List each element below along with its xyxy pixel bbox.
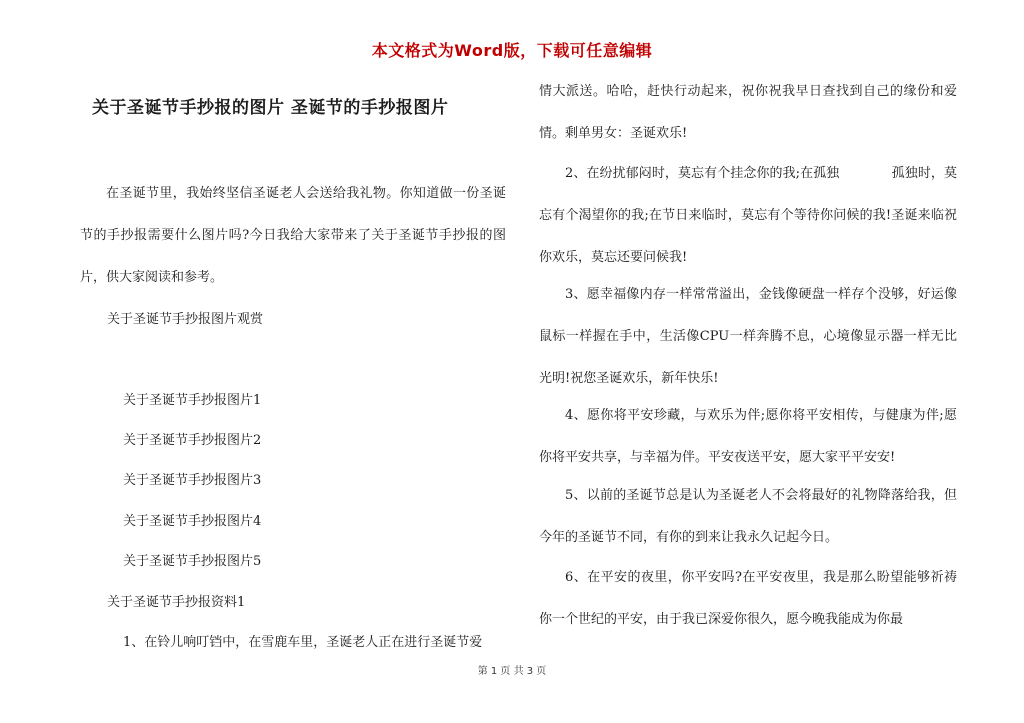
document-banner: 本文格式为Word版，下载可任意编辑 xyxy=(371,41,653,60)
document-title: 关于圣诞节手抄报的图片 圣诞节的手抄报图片 xyxy=(92,98,449,118)
item-5: 5、以前的圣诞节总是认为圣诞老人不会将最好的礼物降落给我，但今年的圣诞节不同，有你的到来让我永久记起今日。 xyxy=(539,488,957,545)
gallery-heading: 关于圣诞节手抄报图片观赏 xyxy=(107,312,264,327)
item-3: 3、愿幸福像内存一样常常溢出，金钱像硬盘一样存个没够，好运像鼠标一样握在手中，生活像CPU一样奔腾不息，心境像显示器一样无比光明!祝您圣诞欢乐，新年快乐! xyxy=(539,287,957,386)
item-2: 2、在纷扰郁闷时，莫忘有个挂念你的我;在孤独 孤独时，莫忘有个渴望你的我;在节日来临时，莫忘有个等待你问候的我!圣诞来临祝你欢乐，莫忘还要问候我! xyxy=(539,166,957,265)
item-4: 4、愿你将平安珍藏，与欢乐为伴;愿你将平安相传，与健康为伴;愿你将平安共享，与幸福为伴。平安夜送平安，愿大家平平安安! xyxy=(539,408,957,465)
item-1-start: 1、在铃儿响叮铛中，在雪鹿车里，圣诞老人正在进行圣诞节爱 xyxy=(123,635,483,650)
page-footer: 第 1 页 共 3 页 xyxy=(477,666,547,677)
item-6: 6、在平安的夜里，你平安吗?在平安夜里，我是那么盼望能够祈祷你一个世纪的平安，由于我已深爱你很久，愿今晚我能成为你最 xyxy=(539,570,957,627)
image-caption: 关于圣诞节手抄报图片3 xyxy=(123,473,262,488)
image-caption: 关于圣诞节手抄报图片1 xyxy=(123,393,262,408)
image-caption: 关于圣诞节手抄报图片4 xyxy=(123,514,262,529)
item-1-continued: 情大派送。哈哈，赶快行动起来，祝你祝我早日查找到自己的缘份和爱情。剩单男女：圣诞欢乐! xyxy=(539,84,957,141)
material-heading: 关于圣诞节手抄报资料1 xyxy=(107,595,246,610)
intro-paragraph: 在圣诞节里，我始终坚信圣诞老人会送给我礼物。你知道做一份圣诞节的手抄报需要什么图片吗?今日我给大家带来了关于圣诞节手抄报的图片，供大家阅读和参考。 xyxy=(80,186,506,285)
image-caption: 关于圣诞节手抄报图片2 xyxy=(123,433,262,448)
image-caption: 关于圣诞节手抄报图片5 xyxy=(123,554,262,569)
